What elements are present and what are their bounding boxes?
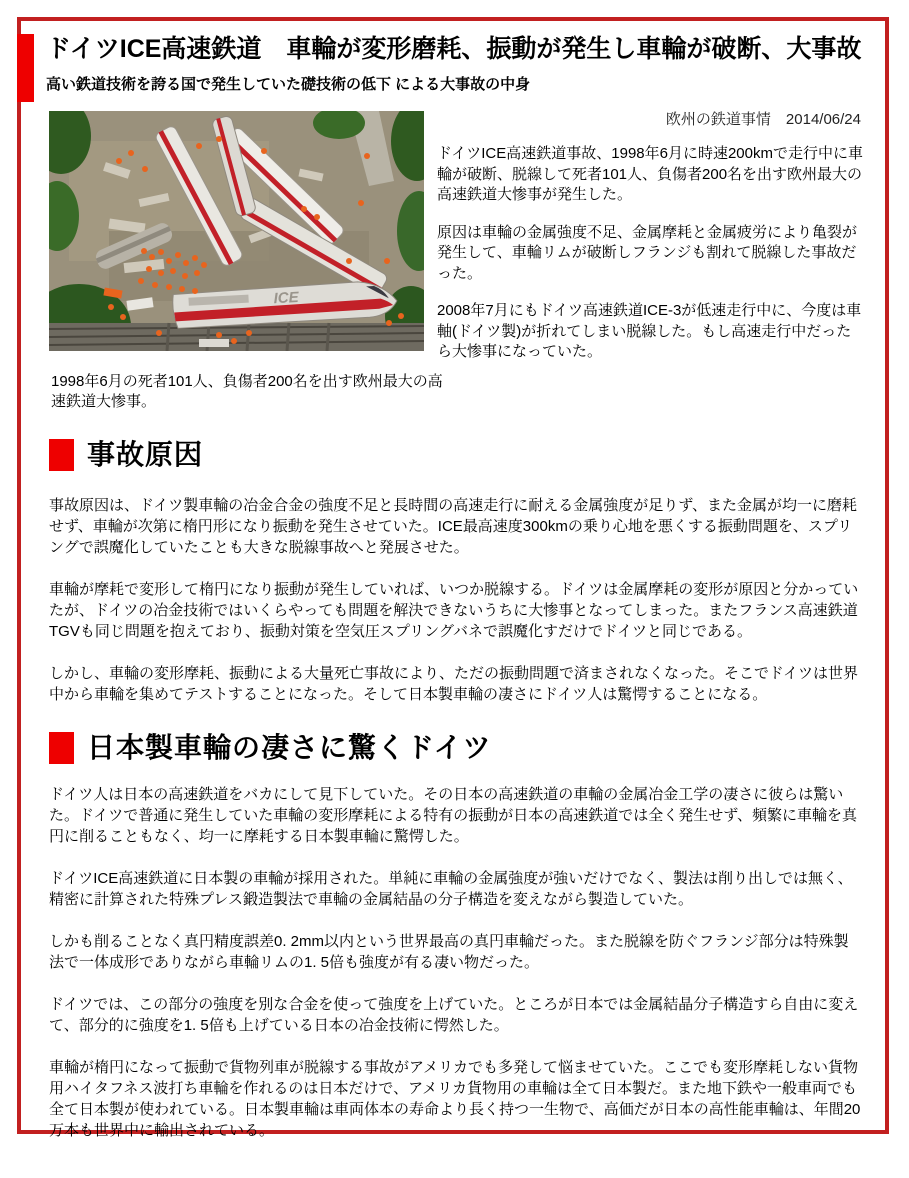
section-body — [49, 784, 863, 1141]
section-accident-cause — [21, 438, 885, 705]
body-paragraph: しかし、車輪の変形摩耗、振動による大量死亡事故により、ただの振動問題で済まされなくなった。そこでドイツは世界中から車輪を集めてテストすることになった。そして日本製車輪の凄さにドイツ人は驚愕することになる。 — [49, 664, 858, 703]
title-accent-bar — [17, 34, 34, 102]
body-paragraph: ドイツICE高速鉄道に日本製の車輪が採用された。単純に車輪の金属強度が強いだけでなく、製法は削り出しでは無く、精密に計算された特殊プレス鍛造製法で車輪の金属結晶の分子構造を変えながら製造していた。 — [49, 869, 853, 908]
section-body — [49, 495, 863, 705]
photo-caption: 1998年6月の死者101人、負傷者200名を出す欧州最大の高速鉄道大惨事。 — [51, 372, 443, 410]
body-paragraph: 事故原因は、ドイツ製車輪の冶金合金の強度不足と長時間の高速走行に耐える金属強度が足りず、また金属が均一に磨耗せず、車輪が次第に楕円形になり振動を発生させていた。ICE最高速度300kmの乗り心地を悪くする振動問題を、スプリングで誤魔化していたことも大きな脱線事故へと発展させた。 — [49, 496, 858, 556]
body-paragraph: ドイツ人は日本の高速鉄道をバカにして見下していた。その日本の高速鉄道の車輪の金属冶金工学の凄さに彼らは驚いた。ドイツで普通に発生していた車輪の変形摩耗による特有の振動が日本の高速鉄道では全く発生せず、頻繁に車輪を真円に削ることもなく、均一に摩耗する日本製車輪に驚愕した。 — [49, 785, 858, 845]
body-paragraph: ドイツでは、この部分の強度を別な合金を使って強度を上げていた。ところが日本では金属結晶分子構造すら自由に変えて、部分的に強度を1. 5倍も上げている日本の冶金技術に愕然した。 — [49, 995, 859, 1034]
section-japanese-wheels — [21, 731, 885, 1141]
lead-paragraph: 原因は車輪の金属強度不足、金属摩耗と金属疲労により亀裂が発生して、車輪リムが破断しフランジも割れて脱線した事故だった。 — [437, 223, 858, 282]
body-paragraph: しかも削ることなく真円精度誤差0. 2mm以内という世界最高の真円車輪だった。また脱線を防ぐフランジ部分は特殊製法で一体成形でありながら車輪リムの1. 5倍も強度が有る凄い物だった。 — [49, 932, 849, 971]
page-subtitle: 高い鉄道技術を誇る国で発生していた礎技術の低下 による大事故の中身 — [46, 76, 531, 93]
photo-tracks — [49, 323, 424, 351]
lead-paragraph: ドイツICE高速鉄道事故、1998年6月に時速200kmで走行中に車輪が破断、脱線して死者101人、負傷者200名を出す欧州最大の高速鉄道大惨事が発生した。 — [437, 145, 863, 203]
body-paragraph: 車輪が摩耗で変形して楕円になり振動が発生していれば、いつか脱線する。ドイツは金属摩耗の変形が原因と分かっていたが、ドイツの冶金技術ではいくらやっても問題を解決できないうちに大惨事となってしまった。またフランス高速鉄道TGVも同じ問題を抱えており、振動対策を空気圧スプリングバネで誤魔化すだけでドイツと同じである。 — [49, 580, 859, 640]
lead-paragraph: 2008年7月にもドイツ高速鉄道ICE-3が低速走行中に、今度は車軸(ドイツ製)が折れてしまい脱線した。もし高速走行中だったら大惨事になっていた。 — [437, 302, 862, 360]
page-title: ドイツICE高速鉄道 車輪が変形磨耗、振動が発生し車輪が破断、大事故 — [46, 35, 862, 63]
dateline: 欧州の鉄道事情 2014/06/24 — [665, 111, 861, 128]
lead-section — [49, 111, 863, 363]
page-frame — [17, 17, 889, 1139]
photo-ice-logo: ICE — [273, 288, 300, 308]
crash-photo — [49, 111, 424, 351]
lead-text-column — [433, 111, 863, 363]
section-heading-text: 日本製車輪の凄さに驚くドイツ — [87, 731, 492, 763]
red-square-bullet-icon — [49, 732, 74, 764]
section-heading — [49, 731, 885, 765]
section-heading — [49, 438, 885, 472]
section-heading-text: 事故原因 — [87, 438, 204, 470]
body-paragraph: 車輪が楕円になって振動で貨物列車が脱線する事故がアメリカでも多発して悩ませていた。ここでも変形摩耗しない貨物用ハイタフネス波打ち車輪を作れるのは日本だけで、アメリカ貨物用の車輪は全て日本製だ。また地下鉄や一般車両でも全て日本製が使われている。日本製車輪は車両体本の寿命より長く持つ一生物で、高価だが日本の高性能車輪は、年間20万本も世界中に輸出されている。 — [49, 1058, 861, 1139]
red-square-bullet-icon — [49, 439, 74, 471]
